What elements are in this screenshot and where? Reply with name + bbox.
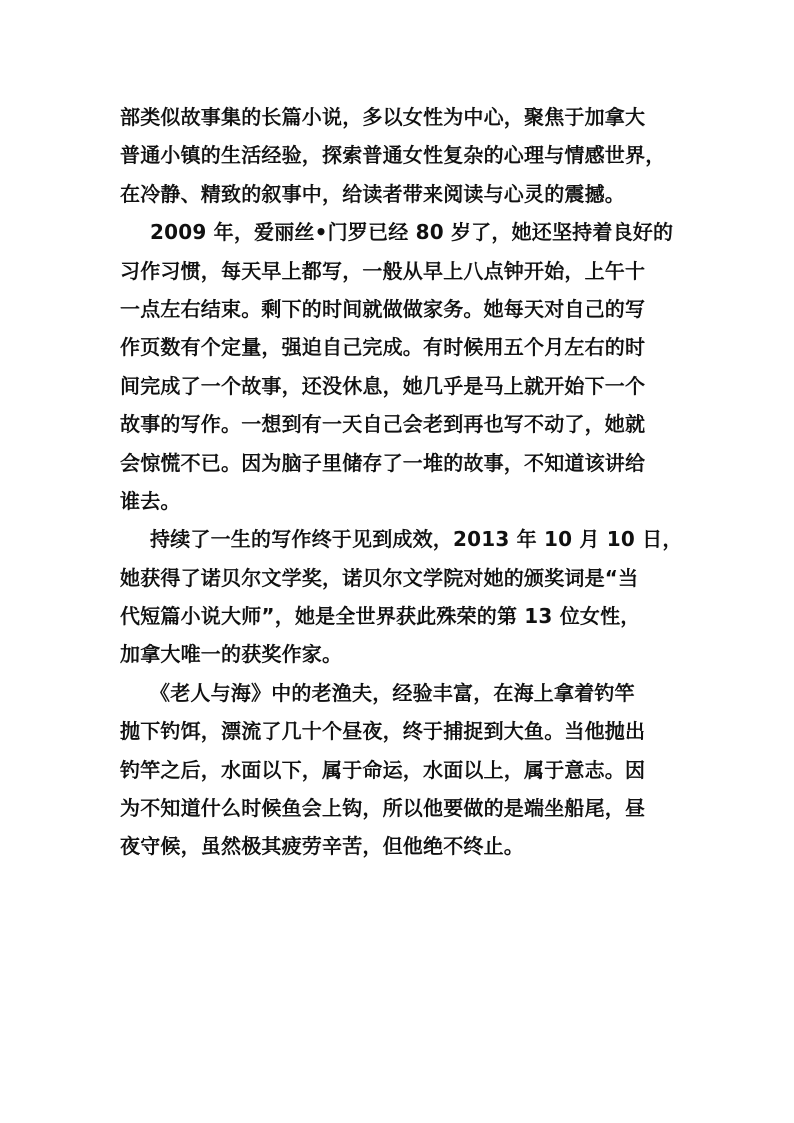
- body-text: [120, 98, 683, 866]
- paragraph-start-line: 2009 年，爱丽丝•门罗已经 80 岁了，她还坚持着良好的: [150, 220, 674, 245]
- text-line: 会惊慌不已。因为脑子里储存了一堆的故事，不知道该讲给: [120, 450, 646, 475]
- text-line: 一点左右结束。剩下的时间就做做家务。她每天对自己的写: [120, 296, 646, 321]
- text-line: 她获得了诺贝尔文学奖，诺贝尔文学院对她的颁奖词是“当: [120, 565, 639, 590]
- text-line: 代短篇小说大师”，她是全世界获此殊荣的第 13 位女性，: [120, 604, 641, 629]
- text-line: 故事的写作。一想到有一天自己会老到再也写不动了，她就: [120, 412, 646, 437]
- text-line: 间完成了一个故事，还没休息，她几乎是马上就开始下一个: [120, 373, 646, 398]
- text-line: 为不知道什么时候鱼会上钩，所以他要做的是端坐船尾，昼: [120, 796, 646, 821]
- text-line: 在冷静、精致的叙事中，给读者带来阅读与心灵的震撼。: [120, 181, 625, 206]
- text-line: 习作习惯，每天早上都写，一般从早上八点钟开始，上午十: [120, 258, 646, 283]
- text-line: 谁去。: [120, 488, 181, 513]
- text-line: 钓竿之后，水面以下，属于命运，水面以上，属于意志。因: [120, 757, 646, 782]
- text-line: 加拿大唯一的获奖作家。: [120, 642, 343, 667]
- text-line: 部类似故事集的长篇小说，多以女性为中心，聚焦于加拿大: [120, 105, 646, 129]
- text-line: 普通小镇的生活经验，探索普通女性复杂的心理与情感世界，: [120, 143, 666, 168]
- text-line: 抛下钓饵，漂流了几十个昼夜，终于捕捉到大鱼。当他抛出: [120, 719, 646, 744]
- paragraph-start-line: 《老人与海》中的老渔夫，经验丰富，在海上拿着钓竿: [150, 680, 635, 705]
- paragraph-start-line: 持续了一生的写作终于见到成效，2013 年 10 月 10 日，: [150, 527, 683, 552]
- text-line: 作页数有个定量，强迫自己完成。有时候用五个月左右的时: [120, 335, 646, 360]
- text-line: 夜守候，虽然极其疲劳辛苦，但他绝不终止。: [120, 834, 524, 859]
